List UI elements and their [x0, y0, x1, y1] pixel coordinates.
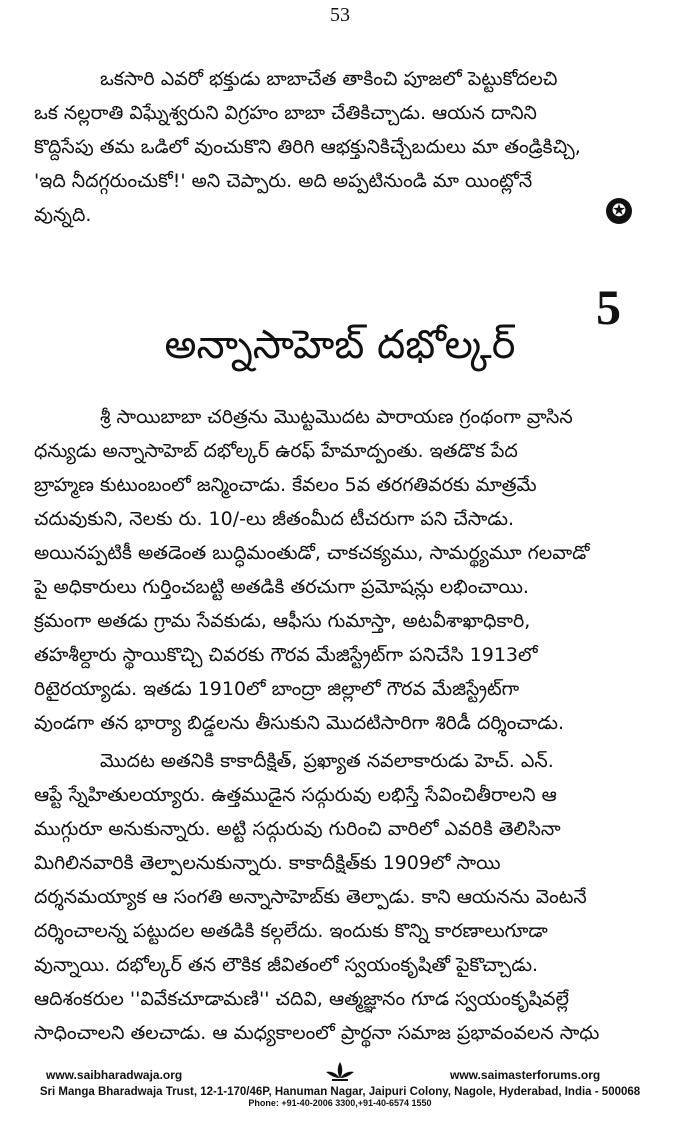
paragraph-line: ఒక నల్లరాతి విఘ్నేశ్వరుని విగ్రహం బాబా చేతికిచ్చాడు. ఆయన దానిని: [34, 102, 537, 124]
paragraph-line: దర్శనమయ్యాక ఆ సంగతి అన్నాసాహెబ్‌కు తెల్పాడు. కాని ఆయనను వెంటనే: [34, 886, 587, 908]
paragraph-2: [34, 744, 628, 1050]
trust-address: Sri Manga Bharadwaja Trust, 12-1-170/46P, Hanuman Nagar, Jaipuri Colony, Nagole, Hyderabad, India - 500068: [39, 1086, 641, 1098]
paragraph-line: సాధించాలని తలచాడు. ఆ మధ్యకాలంలో ప్రార్థనా సమాజ ప్రభావంవలన సాధు: [34, 1022, 600, 1044]
page-footer: [0, 1066, 680, 1108]
intro-paragraph: [34, 62, 628, 232]
website-link-saibharadwaja[interactable]: www.saibharadwaja.org: [46, 1068, 183, 1082]
paragraph-line: ఆదిశంకరుల ''వివేకచూడామణి'' చదివి, ఆత్మజ్ఞానం గూడ స్వయంకృషివల్లే: [34, 988, 569, 1010]
paragraph-line: చదువుకుని, నెలకు రు. 10/-లు జీతంమీద టీచరుగా పని చేసాడు.: [34, 508, 515, 530]
paragraph-line: రిటైరయ్యాడు. ఇతడు 1910లో బాంద్రా జిల్లాలో గౌరవ మేజిస్ట్రేట్‌గా: [34, 678, 520, 700]
paragraph-1: [34, 400, 628, 740]
paragraph-line: ముగ్గురూ అనుకున్నారు. అట్టి సద్గురువు గురించి వారిలో ఎవరికి తెలిసినా: [34, 818, 561, 840]
chapter-number: 5: [596, 279, 621, 335]
chapter-title: అన్నాసాహెబ్ దభోల్కర్: [164, 322, 516, 368]
paragraph-line: మొదట అతనికి కాకాదీక్షిత్, ప్రఖ్యాత నవలాకారుడు హెచ్. ఎన్.: [100, 750, 554, 772]
paragraph-line: పై అధికారులు గుర్తించబట్టి అతడికి తరచుగా ప్రమోషన్లు లభించాయి.: [34, 576, 529, 598]
phone-numbers: Phone: +91-40-2006 3300,+91-40-6574 1550: [248, 1098, 432, 1108]
page-number: 53: [330, 4, 350, 26]
paragraph-line: కొద్దిసేపు తమ ఒడిలో వుంచుకొని తిరిగి ఆభక్తునికిచ్చేబదులు మా తండ్రికిచ్చి,: [34, 136, 581, 158]
paragraph-line: ఆప్టే స్నేహితులయ్యారు. ఉత్తముడైన సద్గురువు లభిస్తే సేవించితీరాలని ఆ: [34, 784, 557, 806]
paragraph-line: తహశీల్దారు స్థాయికొచ్చి చివరకు గౌరవ మేజిస్ట్రేట్‌గా పనిచేసి 1913లో: [34, 644, 538, 666]
paragraph-line: ఒకసారి ఎవరో భక్తుడు బాబాచేత తాకించి పూజలో పెట్టుకోదలచి: [100, 68, 558, 90]
paragraph-line: శ్రీ సాయిబాబా చరిత్రను మొట్టమొదట పారాయణ గ్రంథంగా వ్రాసిన: [100, 406, 573, 428]
lotus-logo-icon: [324, 1060, 356, 1082]
paragraph-line: మిగిలినవారికి తెల్పాలనుకున్నారు. కాకాదీక్షిత్‌కు 1909లో సాయి: [34, 852, 501, 874]
paragraph-line: బ్రాహ్మణ కుటుంబంలో జన్మించాడు. కేవలం 5వ తరగతివరకు మాత్రమే: [34, 474, 537, 496]
star-icon: ✪: [606, 198, 632, 224]
paragraph-line: క్రమంగా అతడు గ్రామ సేవకుడు, ఆఫీసు గుమాస్తా, అటవీశాఖాధికారి,: [34, 610, 531, 632]
paragraph-line: దర్శించాలన్న పట్టుదల అతడికి కల్గలేదు. ఇందుకు కొన్ని కారణాలుగూడా: [34, 920, 548, 942]
paragraph-line: 'ఇది నీదగ్గరుంచుకో!' అని చెప్పారు. అది అప్పటినుండి మా యింట్లోనే: [34, 170, 533, 192]
paragraph-line: వున్నది.: [34, 204, 92, 226]
paragraph-line: అయినప్పటికీ అతడెంత బుద్ధిమంతుడో, చాకచక్యము, సామర్థ్యమూ గలవాడో: [34, 542, 590, 564]
paragraph-line: వుండగా తన భార్యా బిడ్డలను తీసుకుని మొదటిసారిగా శిరిడీ దర్శించాడు.: [34, 712, 565, 734]
website-link-saimasterforums[interactable]: www.saimasterforums.org: [450, 1068, 601, 1082]
paragraph-line: వున్నాయి. దభోల్కర్ తన లౌకిక జీవితంలో స్వయంకృషితో పైకొచ్చాడు.: [34, 954, 539, 976]
paragraph-line: ధన్యుడు అన్నాసాహెబ్ దభోల్కర్ ఉరఫ్ హేమాద్పంతు. ఇతడొక పేద: [34, 440, 518, 462]
